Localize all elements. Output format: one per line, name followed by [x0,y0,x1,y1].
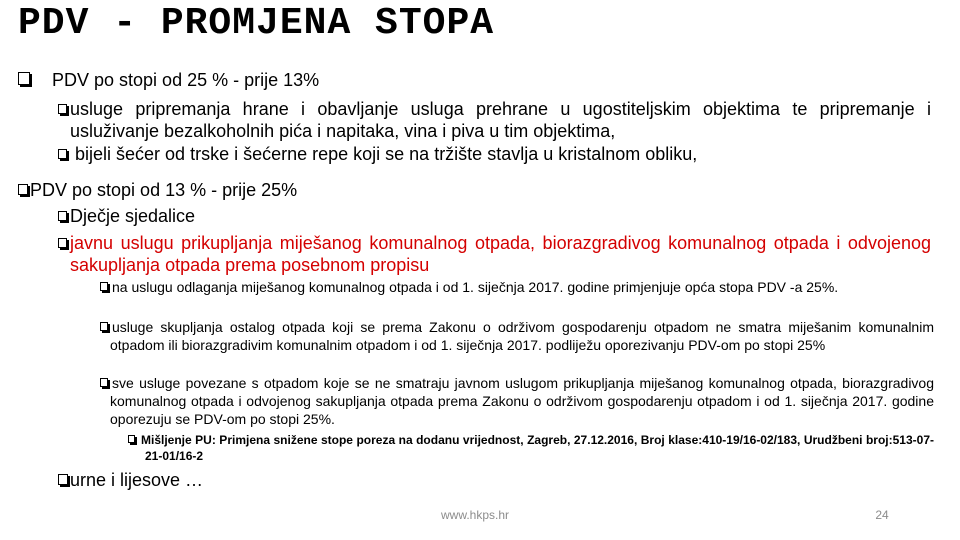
sub-item-text: na uslugu odlaganja miješanog komunalnog otpada i od 1. siječnja 2017. godine primjenjuje opća stopa PDV -a 25%. [100,278,934,296]
sub-item-odlaganje [100,278,934,296]
list-item-urne [58,469,658,491]
list-item-usluge [58,98,931,142]
section1-heading-row [18,69,938,91]
checkbox-square-icon [58,211,67,221]
list-item-text: usluge pripremanja hrane i obavljanje usluga prehrane u ugostiteljskim objektima te pripremanje i usluživanje bezalkoholnih pića i napitaka, vina i piva u tim objektima, [58,98,931,142]
sub-item-text: usluge skupljanja ostalog otpada koji se prema Zakonu o održivom gospodarenju otpadom ne smatra miješanim komunalnim otpadom ili biorazgradivim komunalnim otpadom i od 1. siječnja 2017. podliježu oporezivanju PDV-om po stopi 25% [100,318,934,354]
checkbox-square-icon [58,104,67,114]
checkbox-square-icon [100,282,108,291]
list-item-text: urne i lijesove … [70,470,204,490]
footer-url: www.hkps.hr [440,508,510,522]
list-item-secer [58,143,931,165]
sub-item-text: sve usluge povezane s otpadom koje se ne smatraju javnom uslugom prikupljanja miješanog komunalnog otpada, biorazgradivog komunalnog otpada i odvojenog sakupljanja otpada prema Zakonu o održivom gospodarenju otpadom i od 1. siječnja 2017. godine oporezuju se PDV-om po stopi 25%. [100,374,934,428]
list-item-djecje [58,205,931,227]
section2-heading: PDV po stopi od 13 % - prije 25% [30,180,298,200]
checkbox-square-icon [58,238,67,248]
checkbox-square-icon [58,474,68,485]
list-item-javnu [58,232,931,276]
checkbox-square-icon [100,378,108,387]
page-title: PDV - PROMJENA STOPA [18,2,495,45]
sub-item-skupljanje [100,318,934,354]
section1-heading: PDV po stopi od 25 % - prije 13% [52,70,320,90]
checkbox-square-icon [100,322,108,331]
sub-item-sve-usluge [100,374,934,428]
checkbox-square-icon [128,435,135,443]
checkbox-square-icon [18,184,28,195]
source-note-text: Mišljenje PU: Primjena snižene stope poreza na dodanu vrijednost, Zagreb, 27.12.2016, Broj klase:410-19/16-02/183, Urudžbeni broj:513-07-21-01/16-2 [128,432,934,464]
list-item-text: javnu uslugu prikupljanja miješanog komunalnog otpada, biorazgradivog komunalnog otpada i odvojenog sakupljanja otpada prema posebnom propisu [58,232,931,276]
checkbox-square-icon [18,72,30,85]
page-number: 24 [875,508,889,522]
list-item-text: bijeli šećer od trske i šećerne repe koji se na tržište stavlja u kristalnom obliku, [75,144,698,164]
list-item-text: Dječje sjedalice [70,206,196,226]
source-note [128,432,934,464]
section2-heading-row [18,179,938,201]
checkbox-square-icon [58,149,67,159]
